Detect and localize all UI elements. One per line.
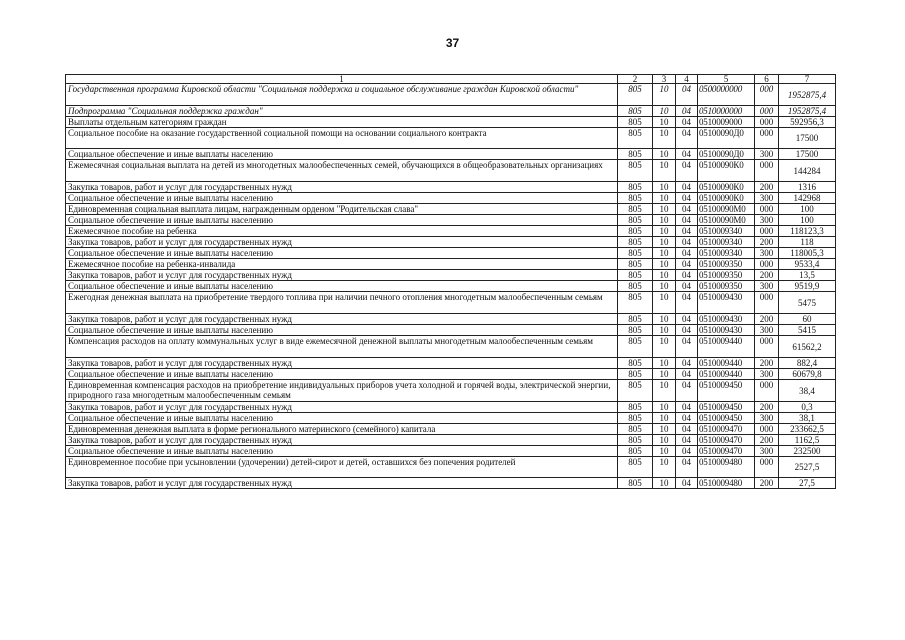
column-3-cell: 10 xyxy=(653,259,676,270)
table-row xyxy=(66,259,836,270)
column-4-cell: 04 xyxy=(676,248,698,259)
column-2-cell: 805 xyxy=(618,358,653,369)
column-4-cell: 04 xyxy=(676,193,698,204)
column-3-cell: 10 xyxy=(653,292,676,314)
column-6-cell: 000 xyxy=(755,424,779,435)
column-2-cell: 805 xyxy=(618,402,653,413)
column-2-cell: 805 xyxy=(618,292,653,314)
row-name-cell: Ежегодная денежная выплата на приобретение твердого топлива при наличии печного отопления многодетным малообеспеченным семьям xyxy=(66,292,618,314)
row-name-cell: Выплаты отдельным категориям граждан xyxy=(66,117,618,128)
amount-cell: 144284 xyxy=(779,160,836,182)
target-code-cell: 0510009350 xyxy=(698,259,755,270)
column-2-cell: 805 xyxy=(618,248,653,259)
row-name-cell: Закупка товаров, работ и услуг для государственных нужд xyxy=(66,478,618,489)
column-2-cell: 805 xyxy=(618,117,653,128)
column-4-cell: 04 xyxy=(676,478,698,489)
column-3-cell: 10 xyxy=(653,446,676,457)
row-name-cell: Единовременная компенсация расходов на приобретение индивидуальных приборов учета холодной и горячей воды, электрической энергии, природного газа многодетным малообеспеченным семьям xyxy=(66,380,618,402)
header-cell: 2 xyxy=(618,75,653,84)
amount-cell: 5415 xyxy=(779,325,836,336)
row-name-cell: Социальное обеспечение и иные выплаты населению xyxy=(66,193,618,204)
target-code-cell: 0510009450 xyxy=(698,402,755,413)
amount-cell: 592956,3 xyxy=(779,117,836,128)
column-6-cell: 200 xyxy=(755,358,779,369)
column-2-cell: 805 xyxy=(618,325,653,336)
row-name-cell: Закупка товаров, работ и услуг для государственных нужд xyxy=(66,270,618,281)
amount-cell: 118 xyxy=(779,237,836,248)
column-3-cell: 10 xyxy=(653,380,676,402)
table-row xyxy=(66,446,836,457)
table-row xyxy=(66,435,836,446)
column-2-cell: 805 xyxy=(618,336,653,358)
column-2-cell: 805 xyxy=(618,446,653,457)
column-6-cell: 000 xyxy=(755,380,779,402)
column-6-cell: 300 xyxy=(755,413,779,424)
header-cell: 3 xyxy=(653,75,676,84)
header-cell: 1 xyxy=(66,75,618,84)
table-row xyxy=(66,292,836,314)
column-3-cell: 10 xyxy=(653,413,676,424)
amount-cell: 882,4 xyxy=(779,358,836,369)
column-3-cell: 10 xyxy=(653,215,676,226)
column-3-cell: 10 xyxy=(653,193,676,204)
column-6-cell: 200 xyxy=(755,478,779,489)
column-4-cell: 04 xyxy=(676,380,698,402)
header-cell: 4 xyxy=(676,75,698,84)
column-3-cell: 10 xyxy=(653,478,676,489)
amount-cell: 142968 xyxy=(779,193,836,204)
column-6-cell: 000 xyxy=(755,226,779,237)
target-code-cell: 05100090М0 xyxy=(698,204,755,215)
column-4-cell: 04 xyxy=(676,336,698,358)
amount-cell: 2527,5 xyxy=(779,457,836,478)
column-6-cell: 000 xyxy=(755,292,779,314)
amount-cell: 13,5 xyxy=(779,270,836,281)
column-2-cell: 805 xyxy=(618,215,653,226)
column-2-cell: 805 xyxy=(618,435,653,446)
column-2-cell: 805 xyxy=(618,237,653,248)
column-4-cell: 04 xyxy=(676,435,698,446)
column-4-cell: 04 xyxy=(676,226,698,237)
target-code-cell: 0510009340 xyxy=(698,237,755,248)
column-2-cell: 805 xyxy=(618,149,653,160)
column-4-cell: 04 xyxy=(676,84,698,106)
amount-cell: 60 xyxy=(779,314,836,325)
column-4-cell: 04 xyxy=(676,325,698,336)
table-row xyxy=(66,149,836,160)
row-name-cell: Единовременная социальная выплата лицам, награжденным орденом "Родительская слава" xyxy=(66,204,618,215)
column-2-cell: 805 xyxy=(618,226,653,237)
column-2-cell: 805 xyxy=(618,457,653,478)
amount-cell: 118123,3 xyxy=(779,226,836,237)
column-6-cell: 200 xyxy=(755,182,779,193)
column-2-cell: 805 xyxy=(618,106,653,117)
amount-cell: 9519,9 xyxy=(779,281,836,292)
row-name-cell: Социальное обеспечение и иные выплаты населению xyxy=(66,369,618,380)
column-4-cell: 04 xyxy=(676,314,698,325)
column-3-cell: 10 xyxy=(653,369,676,380)
row-name-cell: Социальное обеспечение и иные выплаты населению xyxy=(66,248,618,259)
row-name-cell: Социальное обеспечение и иные выплаты населению xyxy=(66,446,618,457)
column-6-cell: 200 xyxy=(755,402,779,413)
column-4-cell: 04 xyxy=(676,149,698,160)
table-row xyxy=(66,369,836,380)
table-row xyxy=(66,281,836,292)
target-code-cell: 05100090М0 xyxy=(698,215,755,226)
column-2-cell: 805 xyxy=(618,424,653,435)
column-3-cell: 10 xyxy=(653,237,676,248)
column-2-cell: 805 xyxy=(618,478,653,489)
column-3-cell: 10 xyxy=(653,402,676,413)
amount-cell: 233662,5 xyxy=(779,424,836,435)
table-row xyxy=(66,106,836,117)
column-3-cell: 10 xyxy=(653,336,676,358)
target-code-cell: 0510009430 xyxy=(698,292,755,314)
row-name-cell: Ежемесячное пособие на ребенка xyxy=(66,226,618,237)
table-row xyxy=(66,226,836,237)
table-header-row xyxy=(66,75,836,84)
amount-cell: 232500 xyxy=(779,446,836,457)
table-row xyxy=(66,358,836,369)
target-code-cell: 0510009440 xyxy=(698,336,755,358)
column-2-cell: 805 xyxy=(618,270,653,281)
column-4-cell: 04 xyxy=(676,259,698,270)
column-6-cell: 200 xyxy=(755,270,779,281)
target-code-cell: 0510009440 xyxy=(698,369,755,380)
table-row xyxy=(66,182,836,193)
column-6-cell: 300 xyxy=(755,369,779,380)
amount-cell: 1952875,4 xyxy=(779,106,836,117)
column-2-cell: 805 xyxy=(618,182,653,193)
column-4-cell: 04 xyxy=(676,446,698,457)
column-3-cell: 10 xyxy=(653,435,676,446)
column-6-cell: 000 xyxy=(755,160,779,182)
column-3-cell: 10 xyxy=(653,424,676,435)
column-4-cell: 04 xyxy=(676,160,698,182)
column-4-cell: 04 xyxy=(676,128,698,149)
column-6-cell: 200 xyxy=(755,237,779,248)
table-row xyxy=(66,160,836,182)
amount-cell: 0,3 xyxy=(779,402,836,413)
table-body xyxy=(66,75,836,489)
amount-cell: 9533,4 xyxy=(779,259,836,270)
column-4-cell: 04 xyxy=(676,424,698,435)
column-6-cell: 300 xyxy=(755,215,779,226)
column-3-cell: 10 xyxy=(653,248,676,259)
table-row xyxy=(66,325,836,336)
column-3-cell: 10 xyxy=(653,270,676,281)
column-6-cell: 300 xyxy=(755,248,779,259)
column-6-cell: 300 xyxy=(755,325,779,336)
column-2-cell: 805 xyxy=(618,128,653,149)
target-code-cell: 0510009470 xyxy=(698,435,755,446)
amount-cell: 1162,5 xyxy=(779,435,836,446)
column-4-cell: 04 xyxy=(676,215,698,226)
amount-cell: 100 xyxy=(779,215,836,226)
amount-cell: 100 xyxy=(779,204,836,215)
row-name-cell: Закупка товаров, работ и услуг для государственных нужд xyxy=(66,237,618,248)
target-code-cell: 0510009350 xyxy=(698,281,755,292)
target-code-cell: 0510009450 xyxy=(698,380,755,402)
target-code-cell: 05100090Д0 xyxy=(698,149,755,160)
table-row xyxy=(66,215,836,226)
budget-table xyxy=(65,74,836,489)
column-2-cell: 805 xyxy=(618,380,653,402)
row-name-cell: Компенсация расходов на оплату коммунальных услуг в виде ежемесячной денежной выплаты многодетным малообеспеченным семьям xyxy=(66,336,618,358)
column-2-cell: 805 xyxy=(618,314,653,325)
amount-cell: 1316 xyxy=(779,182,836,193)
column-2-cell: 805 xyxy=(618,84,653,106)
column-4-cell: 04 xyxy=(676,117,698,128)
column-4-cell: 04 xyxy=(676,402,698,413)
row-name-cell: Закупка товаров, работ и услуг для государственных нужд xyxy=(66,182,618,193)
column-6-cell: 300 xyxy=(755,281,779,292)
target-code-cell: 05100090К0 xyxy=(698,182,755,193)
table-row xyxy=(66,424,836,435)
column-6-cell: 300 xyxy=(755,149,779,160)
column-4-cell: 04 xyxy=(676,457,698,478)
target-code-cell: 0510009430 xyxy=(698,325,755,336)
header-cell: 7 xyxy=(779,75,836,84)
table-row xyxy=(66,270,836,281)
amount-cell: 38,4 xyxy=(779,380,836,402)
table-row xyxy=(66,204,836,215)
column-4-cell: 04 xyxy=(676,237,698,248)
row-name-cell: Ежемесячная социальная выплата на детей из многодетных малообеспеченных семей, обучающихся в общеобразовательных организациях xyxy=(66,160,618,182)
column-4-cell: 04 xyxy=(676,369,698,380)
amount-cell: 61562,2 xyxy=(779,336,836,358)
row-name-cell: Социальное обеспечение и иные выплаты населению xyxy=(66,149,618,160)
row-name-cell: Единовременное пособие при усыновлении (удочерении) детей-сирот и детей, оставшихся без попечения родителей xyxy=(66,457,618,478)
amount-cell: 17500 xyxy=(779,149,836,160)
table-row xyxy=(66,314,836,325)
target-code-cell: 0510009470 xyxy=(698,424,755,435)
amount-cell: 5475 xyxy=(779,292,836,314)
target-code-cell: 0510000000 xyxy=(698,106,755,117)
column-3-cell: 10 xyxy=(653,106,676,117)
column-2-cell: 805 xyxy=(618,259,653,270)
table-row xyxy=(66,336,836,358)
column-6-cell: 000 xyxy=(755,259,779,270)
column-2-cell: 805 xyxy=(618,204,653,215)
amount-cell: 1952875,4 xyxy=(779,84,836,106)
target-code-cell: 05100090К0 xyxy=(698,193,755,204)
column-3-cell: 10 xyxy=(653,84,676,106)
target-code-cell: 0510009340 xyxy=(698,248,755,259)
table-row xyxy=(66,84,836,106)
table-row xyxy=(66,237,836,248)
row-name-cell: Социальное обеспечение и иные выплаты населению xyxy=(66,281,618,292)
row-name-cell: Закупка товаров, работ и услуг для государственных нужд xyxy=(66,314,618,325)
target-code-cell: 0510009440 xyxy=(698,358,755,369)
row-name-cell: Закупка товаров, работ и услуг для государственных нужд xyxy=(66,402,618,413)
column-4-cell: 04 xyxy=(676,413,698,424)
column-6-cell: 300 xyxy=(755,446,779,457)
row-name-cell: Государственная программа Кировской области "Социальная поддержка и социальное обслуживание граждан Кировской области" xyxy=(66,84,618,106)
table-row xyxy=(66,248,836,259)
row-name-cell: Закупка товаров, работ и услуг для государственных нужд xyxy=(66,358,618,369)
column-2-cell: 805 xyxy=(618,413,653,424)
header-cell: 6 xyxy=(755,75,779,84)
target-code-cell: 0510009470 xyxy=(698,446,755,457)
column-3-cell: 10 xyxy=(653,160,676,182)
column-3-cell: 10 xyxy=(653,281,676,292)
column-4-cell: 04 xyxy=(676,270,698,281)
column-6-cell: 200 xyxy=(755,435,779,446)
table-row xyxy=(66,478,836,489)
amount-cell: 60679,8 xyxy=(779,369,836,380)
amount-cell: 17500 xyxy=(779,128,836,149)
column-3-cell: 10 xyxy=(653,149,676,160)
column-2-cell: 805 xyxy=(618,369,653,380)
column-6-cell: 300 xyxy=(755,193,779,204)
page-number: 37 xyxy=(445,36,460,50)
target-code-cell: 05100090Д0 xyxy=(698,128,755,149)
target-code-cell: 05100090К0 xyxy=(698,160,755,182)
column-3-cell: 10 xyxy=(653,226,676,237)
column-6-cell: 000 xyxy=(755,84,779,106)
row-name-cell: Единовременная денежная выплата в форме регионального материнского (семейного) капитала xyxy=(66,424,618,435)
target-code-cell: 0510009350 xyxy=(698,270,755,281)
table-row xyxy=(66,117,836,128)
column-3-cell: 10 xyxy=(653,204,676,215)
row-name-cell: Социальное пособие на оказание государственной социальной помощи на основании социального контракта xyxy=(66,128,618,149)
target-code-cell: 0510009480 xyxy=(698,457,755,478)
target-code-cell: 0510009450 xyxy=(698,413,755,424)
target-code-cell: 0510009480 xyxy=(698,478,755,489)
row-name-cell: Ежемесячное пособие на ребенка-инвалида xyxy=(66,259,618,270)
column-3-cell: 10 xyxy=(653,117,676,128)
table-row xyxy=(66,457,836,478)
row-name-cell: Социальное обеспечение и иные выплаты населению xyxy=(66,215,618,226)
column-6-cell: 000 xyxy=(755,204,779,215)
column-4-cell: 04 xyxy=(676,106,698,117)
column-6-cell: 000 xyxy=(755,128,779,149)
column-4-cell: 04 xyxy=(676,182,698,193)
column-4-cell: 04 xyxy=(676,292,698,314)
column-4-cell: 04 xyxy=(676,281,698,292)
column-6-cell: 000 xyxy=(755,336,779,358)
column-3-cell: 10 xyxy=(653,457,676,478)
target-code-cell: 0510009430 xyxy=(698,314,755,325)
row-name-cell: Социальное обеспечение и иные выплаты населению xyxy=(66,325,618,336)
amount-cell: 27,5 xyxy=(779,478,836,489)
column-3-cell: 10 xyxy=(653,325,676,336)
column-3-cell: 10 xyxy=(653,358,676,369)
column-2-cell: 805 xyxy=(618,281,653,292)
column-4-cell: 04 xyxy=(676,358,698,369)
row-name-cell: Подпрограмма "Социальная поддержка граждан" xyxy=(66,106,618,117)
column-6-cell: 000 xyxy=(755,117,779,128)
target-code-cell: 0500000000 xyxy=(698,84,755,106)
table-row xyxy=(66,413,836,424)
column-6-cell: 200 xyxy=(755,314,779,325)
header-cell: 5 xyxy=(698,75,755,84)
table-row xyxy=(66,193,836,204)
amount-cell: 38,1 xyxy=(779,413,836,424)
row-name-cell: Социальное обеспечение и иные выплаты населению xyxy=(66,413,618,424)
target-code-cell: 0510009000 xyxy=(698,117,755,128)
row-name-cell: Закупка товаров, работ и услуг для государственных нужд xyxy=(66,435,618,446)
table-row xyxy=(66,380,836,402)
amount-cell: 118005,3 xyxy=(779,248,836,259)
column-4-cell: 04 xyxy=(676,204,698,215)
table-row xyxy=(66,402,836,413)
column-6-cell: 000 xyxy=(755,106,779,117)
target-code-cell: 0510009340 xyxy=(698,226,755,237)
table-row xyxy=(66,128,836,149)
column-3-cell: 10 xyxy=(653,128,676,149)
column-6-cell: 000 xyxy=(755,457,779,478)
column-2-cell: 805 xyxy=(618,193,653,204)
column-2-cell: 805 xyxy=(618,160,653,182)
column-3-cell: 10 xyxy=(653,314,676,325)
column-3-cell: 10 xyxy=(653,182,676,193)
